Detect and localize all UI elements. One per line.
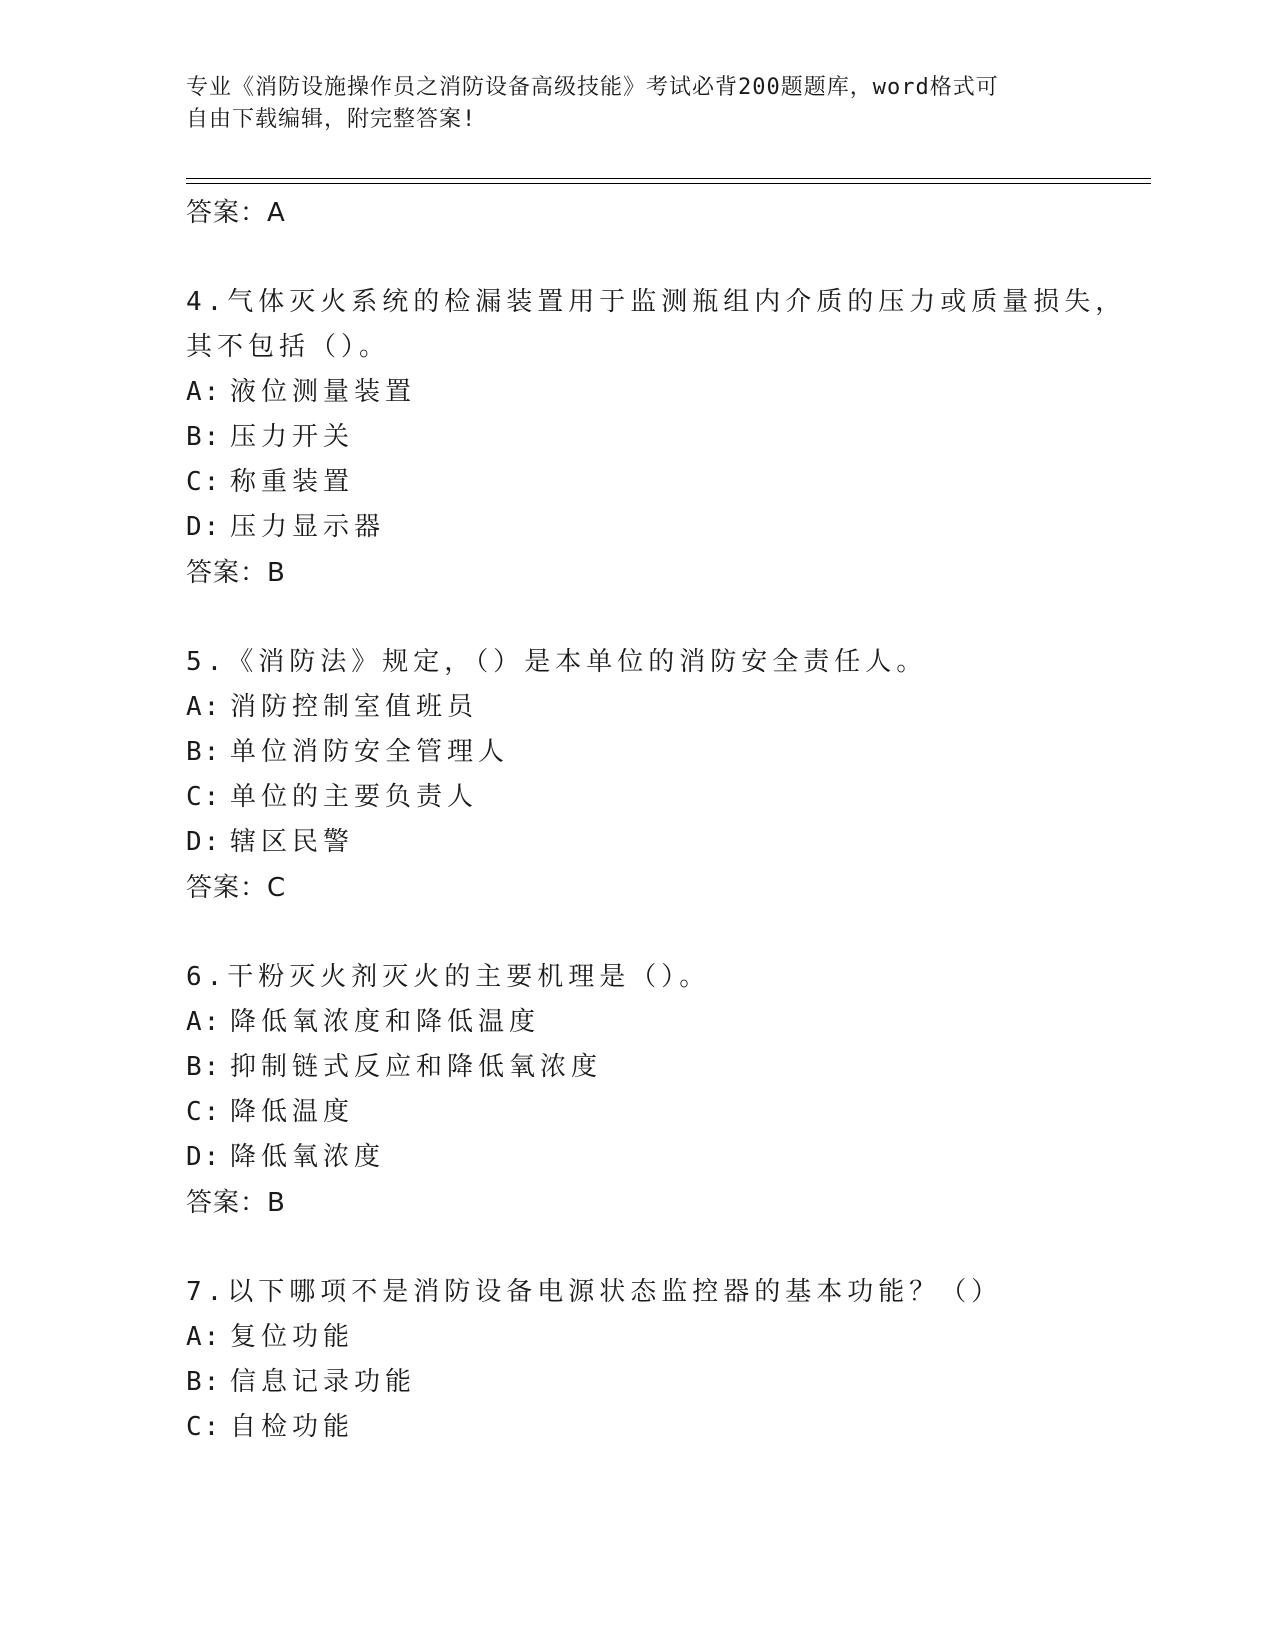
option-letter: D: [186, 512, 222, 542]
option-letter: B: [186, 1052, 222, 1082]
option-a [186, 685, 1146, 730]
answer-line: 答案：B [186, 1188, 286, 1218]
header-line-2: 自由下载编辑，附完整答案! [186, 107, 477, 132]
option-a [186, 370, 1146, 415]
option-text: 压力开关 [230, 422, 355, 452]
option-c [186, 460, 1146, 505]
option-letter: A: [186, 692, 222, 722]
option-a [186, 1000, 1146, 1045]
option-letter: A: [186, 1007, 222, 1037]
question-list [186, 190, 1146, 1450]
question-block [186, 640, 1146, 911]
option-letter: B: [186, 1367, 222, 1397]
option-letter: B: [186, 422, 222, 452]
header-line-1: 专业《消防设施操作员之消防设备高级技能》考试必背200题题库，word格式可 [186, 75, 999, 100]
option-text: 液位测量装置 [230, 377, 417, 407]
question-stem: 4.气体灭火系统的检漏装置用于监测瓶组内介质的压力或质量损失，其不包括（）。 [186, 287, 1127, 362]
option-text: 称重装置 [230, 467, 355, 497]
question-stem: 7.以下哪项不是消防设备电源状态监控器的基本功能？（） [186, 1277, 1003, 1307]
question-block [186, 955, 1146, 1226]
option-letter: B: [186, 737, 222, 767]
option-text: 复位功能 [230, 1322, 355, 1352]
option-d [186, 1135, 1146, 1180]
option-letter: C: [186, 1412, 222, 1442]
question-stem: 6.干粉灭火剂灭火的主要机理是（）。 [186, 962, 711, 992]
option-c [186, 1405, 1146, 1450]
option-d [186, 820, 1146, 865]
option-b [186, 415, 1146, 460]
option-letter: D: [186, 1142, 222, 1172]
option-letter: D: [186, 827, 222, 857]
option-a [186, 1315, 1146, 1360]
option-c [186, 775, 1146, 820]
option-text: 消防控制室值班员 [230, 692, 479, 722]
option-text: 抑制链式反应和降低氧浓度 [230, 1052, 603, 1082]
option-b [186, 730, 1146, 775]
question-stem: 5.《消防法》规定，（）是本单位的消防安全责任人。 [186, 647, 928, 677]
option-text: 信息记录功能 [230, 1367, 417, 1397]
option-text: 辖区民警 [230, 827, 355, 857]
option-text: 降低温度 [230, 1097, 355, 1127]
option-text: 自检功能 [230, 1412, 355, 1442]
question-block [186, 280, 1146, 596]
option-d [186, 505, 1146, 550]
answer-line: 答案：B [186, 558, 286, 588]
header-divider [186, 178, 1151, 184]
document-header [186, 72, 1086, 136]
option-letter: A: [186, 1322, 222, 1352]
option-c [186, 1090, 1146, 1135]
option-b [186, 1045, 1146, 1090]
option-text: 降低氧浓度 [230, 1142, 386, 1172]
option-letter: C: [186, 1097, 222, 1127]
answer-line: 答案：A [186, 198, 286, 228]
option-text: 单位消防安全管理人 [230, 737, 510, 767]
option-letter: C: [186, 467, 222, 497]
option-text: 降低氧浓度和降低温度 [230, 1007, 541, 1037]
option-letter: A: [186, 377, 222, 407]
option-b [186, 1360, 1146, 1405]
option-letter: C: [186, 782, 222, 812]
option-text: 压力显示器 [230, 512, 386, 542]
answer-line: 答案：C [186, 873, 287, 903]
question-block [186, 1270, 1146, 1450]
option-text: 单位的主要负责人 [230, 782, 479, 812]
